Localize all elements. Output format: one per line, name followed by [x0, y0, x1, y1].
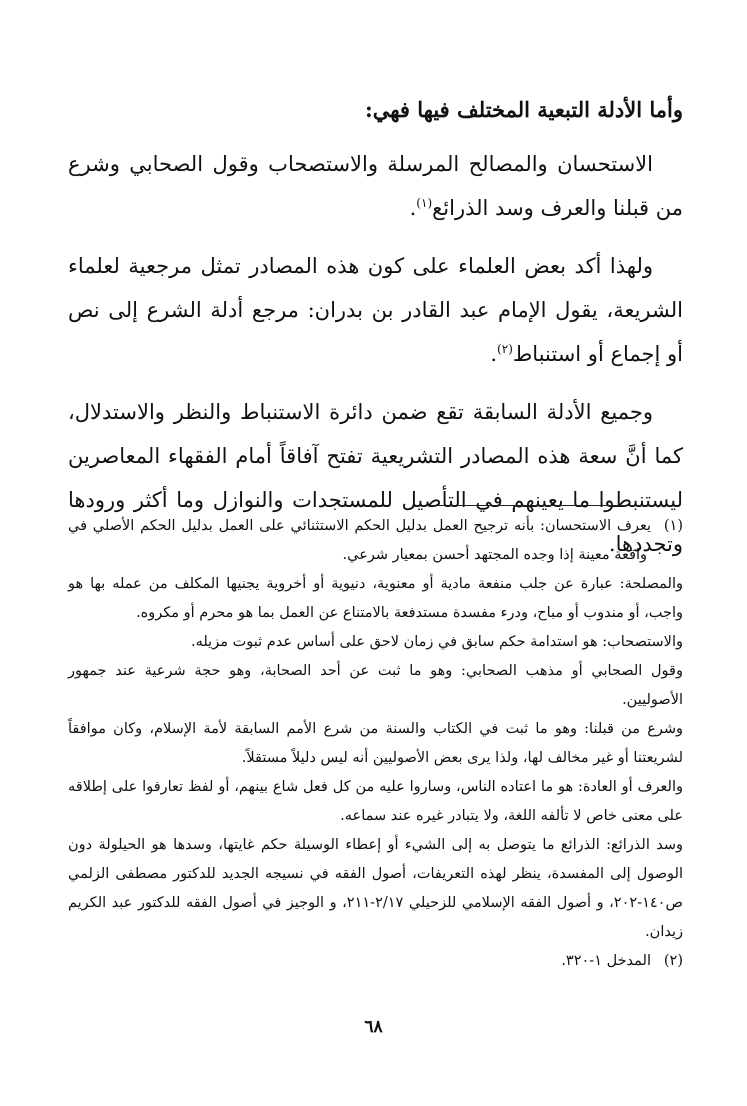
- footnote-1-sadd-dharai: وسد الذرائع: الذرائع ما يتوصل به إلى الشيء أو إعطاء الوسيلة حكم غايتها، وسدها هو الحيلولة دون الوصول إلى المفسدة، ينظر لهذه التعريفات، أصول الفقه في نسيجه الجديد للدكتور مصطفى الزلمي ص١٤٠-٢٠٢، و أصول الفقه الإسلامي للزحيلي ٢/١٧-٢١١، و الوجيز في أصول الفقه للدكتور عبد الكريم زيدان.: [68, 837, 683, 940]
- paragraph-1-end: .: [409, 196, 417, 220]
- footnotes: [68, 512, 683, 976]
- footnote-1-istishab: والاستصحاب: هو استدامة حكم سابق في زمان لاحق على أساس عدم ثبوت مزيله.: [190, 634, 683, 650]
- paragraph-1: [68, 142, 683, 230]
- footnote-1-shar-man-qablana: وشرع من قبلنا: وهو ما ثبت في الكتاب والسنة من شرع الأمم السابقة لأمة الإسلام، وكان موافقاً لشريعتنا أو غير مخالف لها، ولذا يرى بعض الأصوليين أنه ليس دليلاً مستقلاً.: [68, 721, 683, 766]
- footnote-1: [68, 512, 683, 570]
- paragraph-2-end: .: [490, 342, 498, 366]
- footnote-1-qawl-sahabi: وقول الصحابي أو مذهب الصحابي: وهو ما ثبت عن أحد الصحابة، وهو حجة شرعية عند جمهور الأصوليين.: [68, 663, 683, 708]
- paragraph-3-text: وجميع الأدلة السابقة تقع ضمن دائرة الاستنباط والنظر والاستدلال، كما أنَّ سعة هذه المصادر التشريعية تفتح آفاقاً أمام الفقهاء المعاصرين ليستنبطوا ما يعينهم في التأصيل للمستجدات والنوازل وما أكثر ورودها وتجددها.: [68, 400, 683, 556]
- main-text: [68, 88, 683, 580]
- footnote-1-number: (١): [663, 518, 683, 534]
- section-heading: وأما الأدلة التبعية المختلف فيها فهي:: [364, 97, 683, 122]
- page-number: ٦٨: [364, 1017, 383, 1037]
- footnote-2-number: (٢): [663, 953, 683, 969]
- footnote-2-text: المدخل ١-٣٢٠.: [561, 953, 651, 969]
- footnote-separator: [424, 505, 659, 506]
- footnote-1-maslaha: والمصلحة: عبارة عن جلب منفعة مادية أو معنوية، دنيوية أو أخروية يجنيها المكلف من عمله بها هو واجب، أو مندوب أو مباح، ودرء مفسدة مستدفعة بالامتناع عن العمل بما هو محرم أو مكروه.: [68, 576, 683, 621]
- footnote-1-urf: والعرف أو العادة: هو ما اعتاده الناس، وساروا عليه من كل فعل شاع بينهم، أو لفظ تعارفوا على إطلاقه على معنى خاص لا تألفه اللغة، ولا يتبادر غيره عند سماعه.: [68, 779, 683, 824]
- paragraph-1-text: الاستحسان والمصالح المرسلة والاستصحاب وقول الصحابي وشرع من قبلنا والعرف وسد الذرائع: [68, 152, 683, 220]
- footnote-ref-2[interactable]: (٢): [497, 342, 513, 356]
- paragraph-2-text: ولهذا أكد بعض العلماء على كون هذه المصادر تمثل مرجعية لعلماء الشريعة، يقول الإمام عبد القادر بن بدران: مرجع أدلة الشرع إلى نص أو إجماع أو استنباط: [68, 254, 683, 366]
- footnote-ref-1[interactable]: (١): [416, 196, 433, 210]
- footnote-2: [68, 947, 683, 976]
- footnote-1-text: يعرف الاستحسان: بأنه ترجيح العمل بدليل الحكم الاستثنائي على العمل بدليل الحكم الأصلي في واقعة معينة إذا وجده المجتهد أحسن بمعيار شرعي.: [68, 518, 651, 563]
- paragraph-2: [68, 244, 683, 376]
